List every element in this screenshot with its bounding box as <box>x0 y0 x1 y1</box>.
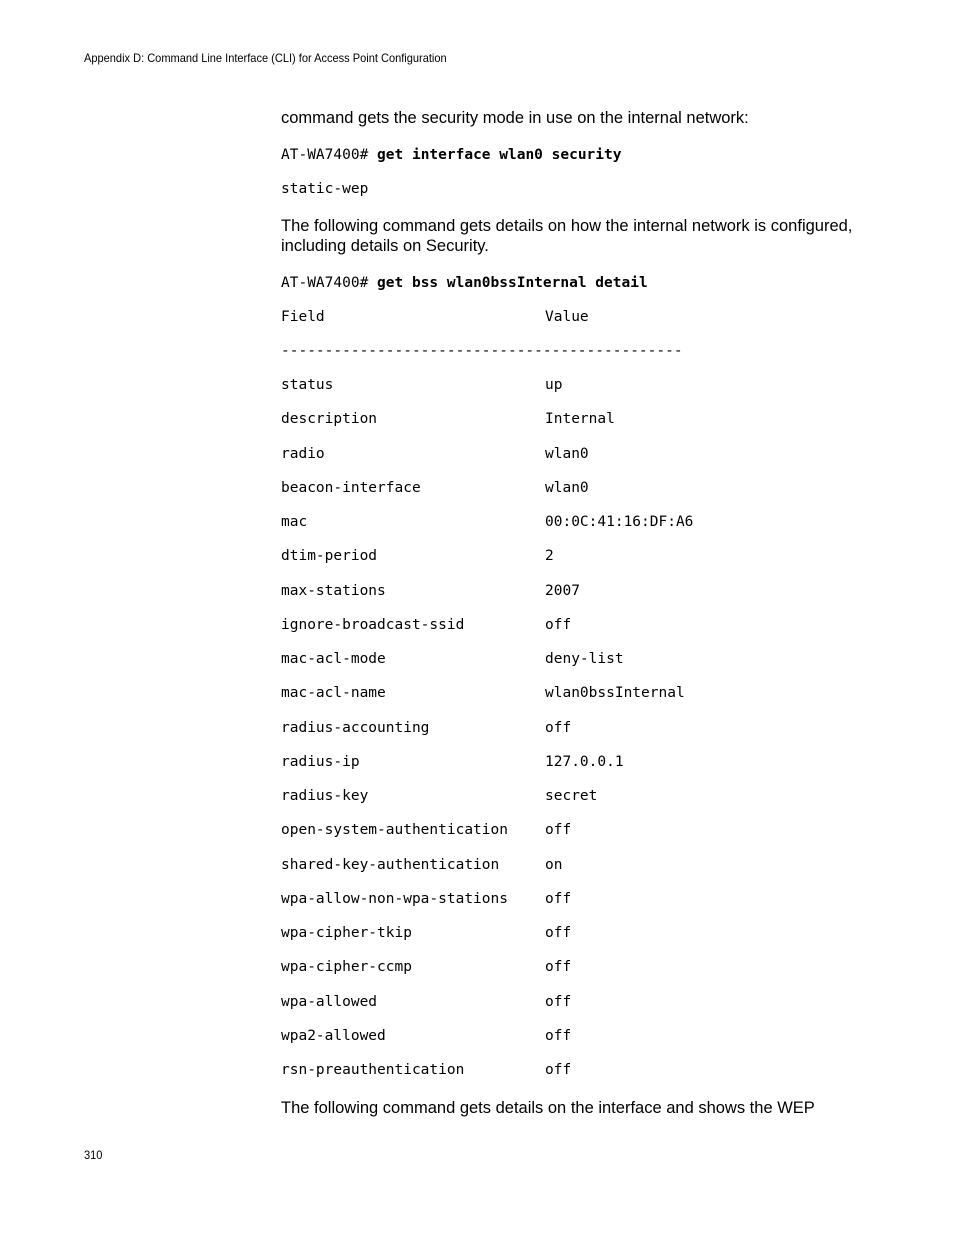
command-prompt: AT-WA7400# <box>281 275 369 291</box>
table-cell-field: wpa-allowed <box>281 993 378 1010</box>
command-input: get bss wlan0bssInternal detail <box>377 275 648 291</box>
table-cell-value: on <box>545 856 563 873</box>
table-cell-field: open-system-authentication <box>281 822 508 839</box>
command-output-1: static-wep <box>281 181 369 197</box>
table-cell-value: off <box>545 616 572 633</box>
table-cell-value: secret <box>545 788 598 804</box>
table-header-field: Field <box>281 309 325 325</box>
table-cell-field: radio <box>281 445 325 462</box>
table-cell-field: wpa-cipher-ccmp <box>281 959 412 976</box>
table-cell-field: mac <box>281 514 308 530</box>
table-cell-value: off <box>545 822 572 839</box>
table-cell-value: Internal <box>545 411 615 428</box>
table-cell-value: deny-list <box>545 651 624 667</box>
intro-text: command gets the security mode in use on the internal network: <box>281 109 749 127</box>
command-line-1 <box>281 146 621 164</box>
table-cell-field: description <box>281 411 378 428</box>
table-cell-field: wpa2-allowed <box>281 1027 386 1044</box>
table-cell-field: wpa-allow-non-wpa-stations <box>281 890 508 907</box>
table-cell-value: 2007 <box>545 582 580 599</box>
table-cell-value: 127.0.0.1 <box>545 753 624 770</box>
table-cell-field: shared-key-authentication <box>281 856 500 873</box>
table-cell-field: dtim-period <box>281 548 378 565</box>
table-header-row <box>281 308 589 326</box>
table-cell-field: beacon-interface <box>281 479 421 496</box>
command-line-2 <box>281 274 648 292</box>
table-cell-value: off <box>545 719 572 736</box>
table-cell-value: off <box>545 1027 572 1044</box>
table-cell-field: ignore-broadcast-ssid <box>281 616 465 633</box>
table-separator: ---------------------------------------------- <box>281 343 683 359</box>
table-cell-field: max-stations <box>281 582 386 599</box>
table-cell-field: mac-acl-name <box>281 685 386 702</box>
table-cell-field: radius-key <box>281 788 369 804</box>
table-cell-value: off <box>545 993 572 1010</box>
table-cell-field: wpa-cipher-tkip <box>281 925 412 941</box>
table-cell-value: wlan0bssInternal <box>545 685 685 702</box>
table-header-value: Value <box>545 309 589 325</box>
command-input: get interface wlan0 security <box>377 147 622 163</box>
table-cell-field: radius-ip <box>281 753 360 770</box>
table-cell-value: wlan0 <box>545 445 589 462</box>
paragraph-2: The following command gets details on how the internal network is configured, including details on Security. <box>281 217 853 255</box>
table-cell-value: off <box>545 890 572 907</box>
table-cell-field: status <box>281 377 334 393</box>
table-cell-field: radius-accounting <box>281 719 430 736</box>
table-cell-value: off <box>545 1062 572 1078</box>
closing-text: The following command gets details on the interface and shows the WEP <box>281 1099 815 1117</box>
table-cell-field: mac-acl-mode <box>281 651 386 667</box>
table-cell-value: 00:0C:41:16:DF:A6 <box>545 514 694 530</box>
table-cell-field: rsn-preauthentication <box>281 1062 465 1078</box>
table-cell-value: off <box>545 925 572 941</box>
table-cell-value: wlan0 <box>545 479 589 496</box>
page-number: 310 <box>84 1148 103 1162</box>
table-cell-value: up <box>545 377 563 393</box>
table-cell-value: off <box>545 959 572 976</box>
table-cell-value: 2 <box>545 548 554 565</box>
command-prompt: AT-WA7400# <box>281 147 369 163</box>
running-header: Appendix D: Command Line Interface (CLI) for Access Point Configuration <box>84 51 447 65</box>
